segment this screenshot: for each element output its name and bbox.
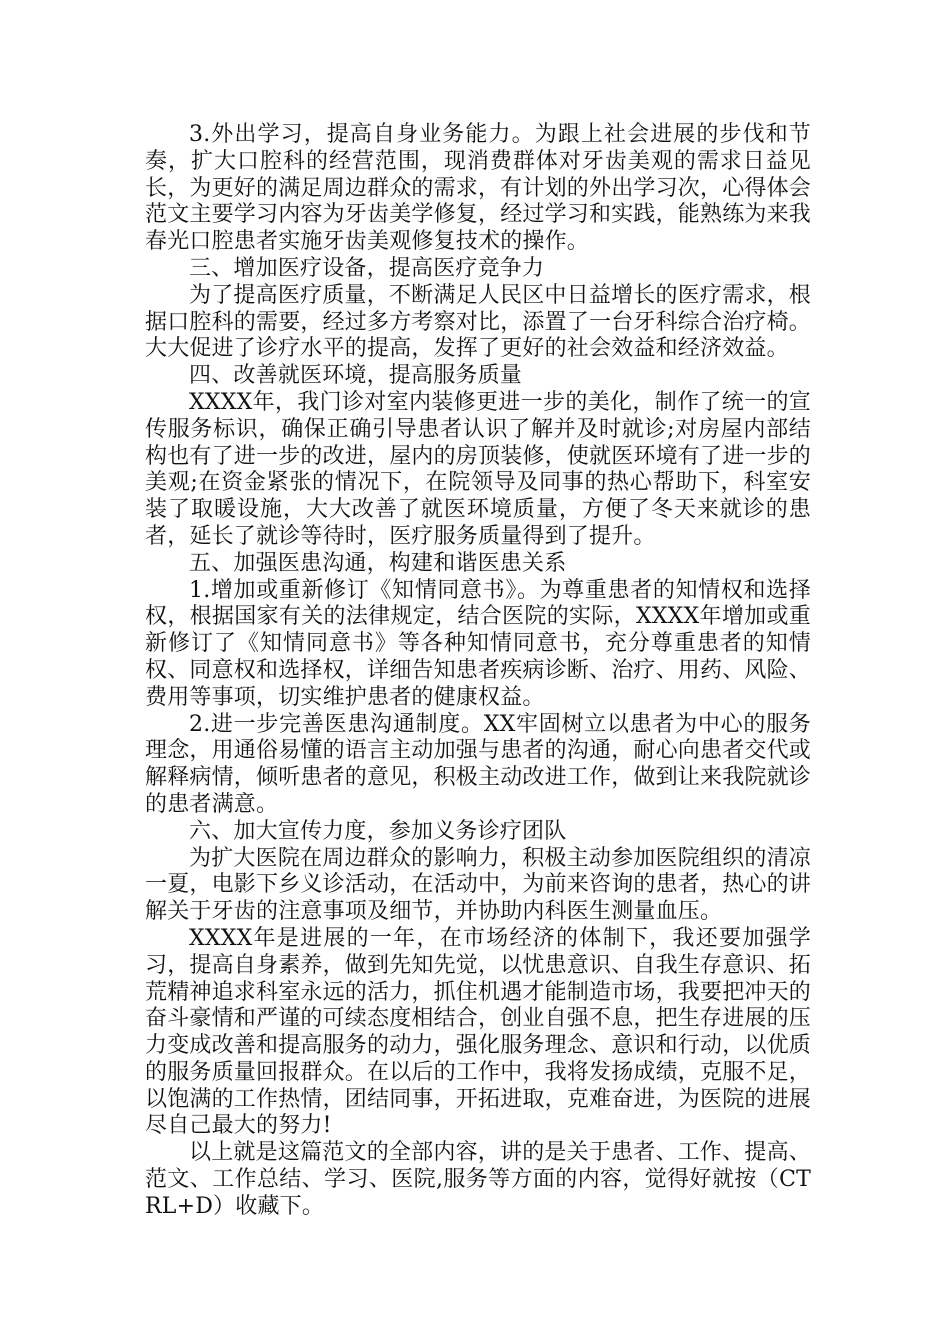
paragraph-study-abroad: 3.外出学习，提高自身业务能力。为跟上社会进展的步伐和节奏，扩大口腔科的经营范围，现消费群体对牙齿美观的需求日益见长，为更好的满足周边群众的需求，有计划的外出学习次，心得体会范文主要学习内容为牙齿美学修复，经过学习和实践，能熟练为来我春光口腔患者实施牙齿美观修复技术的操作。 [145,122,812,255]
heading-medical-equipment: 三、增加医疗设备，提高医疗竞争力 [189,255,545,281]
heading-publicity: 六、加大宣传力度，参加义务诊疗团队 [189,818,567,844]
paragraph-environment: XXXX年，我门诊对室内装修更进一步的美化，制作了统一的宣传服务标识，确保正确引导患者认识了解并及时就诊;对房屋内部结构也有了进一步的改进，屋内的房顶装修，使就医环境有了进一步的美观;在资金紧张的情况下，在院领导及同事的热心帮助下，科室安装了取暖设施，大大改善了就医环境质量，方便了冬天来就诊的患者，延长了就诊等待时，医疗服务质量得到了提升。 [145,389,812,549]
heading-environment: 四、改善就医环境，提高服务质量 [189,363,523,389]
paragraph-medical-equipment: 为了提高医疗质量，不断满足人民区中日益增长的医疗需求，根据口腔科的需要，经过多方考察对比，添置了一台牙科综合治疗椅。大大促进了诊疗水平的提高，发挥了更好的社会效益和经济效益。 [145,282,812,362]
paragraph-publicity: 为扩大医院在周边群众的影响力，积极主动参加医院组织的清凉一夏，电影下乡义诊活动，在活动中，为前来咨询的患者，热心的讲解关于牙齿的注意事项及细节，并协助内科医生测量血压。 [145,845,812,925]
paragraph-communication-system: 2.进一步完善医患沟通制度。XX牢固树立以患者为中心的服务理念，用通俗易懂的语言主动加强与患者的沟通，耐心向患者交代或解释病情，倾听患者的意见，积极主动改进工作，做到让来我院就诊的患者满意。 [145,711,812,817]
paragraph-consent-form: 1.增加或重新修订《知情同意书》。为尊重患者的知情权和选择权，根据国家有关的法律规定，结合医院的实际，XXXX年增加或重新修订了《知情同意书》等各种知情同意书，充分尊重患者的知情权、同意权和选择权，详细告知患者疾病诊断、治疗、用药、风险、费用等事项，切实维护患者的健康权益。 [145,577,812,710]
paragraph-closing: 以上就是这篇范文的全部内容，讲的是关于患者、工作、提高、范文、工作总结、学习、医院,服务等方面的内容，觉得好就按（CTRL+D）收藏下。 [145,1140,811,1219]
document-body [145,122,811,1221]
heading-communication: 五、加强医患沟通，构建和谐医患关系 [189,550,567,576]
paragraph-outlook: XXXX年是进展的一年，在市场经济的体制下，我还要加强学习，提高自身素养，做到先知先觉，以忧患意识、自我生存意识、拓荒精神追求科室永远的活力，抓住机遇才能制造市场，我要把冲天的奋斗豪情和严谨的可续态度相结合，创业自强不息，把生存进展的压力变成改善和提高服务的动力，强化服务理念、意识和行动，以优质的服务质量回报群众。在以后的工作中，我将发扬成绩，克服不足，以饱满的工作热情，团结同事，开拓进取，克难奋进，为医院的进展尽自己最大的努力! [145,925,812,1139]
